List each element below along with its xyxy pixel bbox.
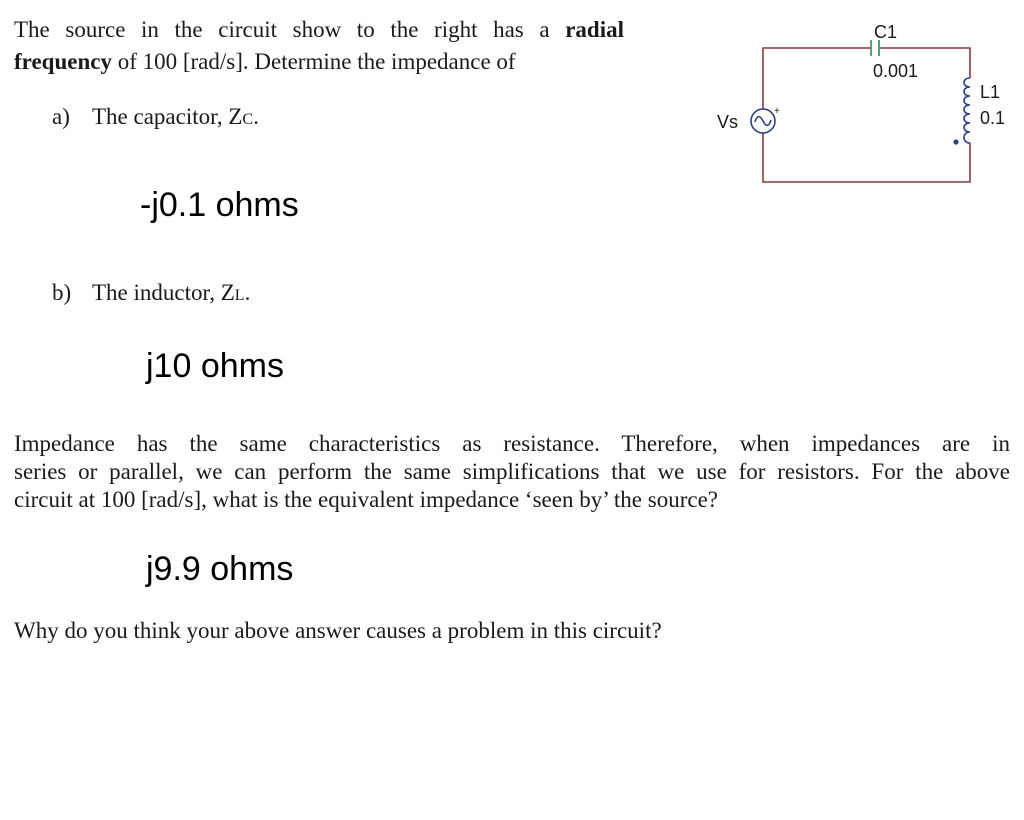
source-label: Vs (717, 112, 739, 132)
inductor-value: 0.1 (980, 108, 1006, 128)
paragraph-line-2: series or parallel, we can perform the same simplifications that we use for resistors. For the above (14, 459, 1010, 484)
svg-text:+: + (774, 106, 780, 117)
intro-line-2: frequency of 100 [rad/s]. Determine the impedance of (14, 49, 516, 74)
capacitor-name: C1 (874, 22, 898, 42)
answer-b: j10 ohms (146, 347, 284, 385)
question-a-text: The capacitor, Z (92, 104, 243, 129)
paragraph-line-1: Impedance has the same characteristics as resistance. Therefore, when impedances are in (14, 431, 1010, 456)
wire-bottom (763, 133, 970, 182)
question-a: a) The capacitor, ZC. (52, 104, 259, 129)
answer-c: j9.9 ohms (146, 550, 294, 588)
paragraph-line-3: circuit at 100 [rad/s], what is the equivalent impedance ‘seen by’ the source? (14, 487, 718, 512)
question-a-subscript: C (242, 111, 254, 128)
question-a-label: a) (52, 104, 70, 129)
intro-bold-radial: radial (565, 17, 624, 42)
intro-line-1: The source in the circuit show to the right has a radial (14, 17, 624, 42)
capacitor-icon (871, 40, 879, 56)
question-d: Why do you think your above answer causes a problem in this circuit? (14, 618, 662, 643)
question-b-subscript: L (234, 287, 245, 304)
question-b: b) The inductor, ZL. (52, 280, 251, 305)
circuit-diagram (700, 0, 1024, 200)
intro-bold-frequency: frequency (14, 49, 112, 74)
impedance-paragraph (14, 430, 1010, 514)
answer-a: -j0.1 ohms (140, 186, 299, 224)
wire-top-left (763, 48, 871, 109)
voltage-source-icon (751, 106, 780, 133)
circuit-wires (763, 48, 970, 182)
question-b-text: The inductor, Z (92, 280, 235, 305)
question-b-label: b) (52, 280, 72, 305)
capacitor-value: 0.001 (873, 61, 919, 81)
intro-paragraph (14, 14, 624, 78)
inductor-name: L1 (980, 82, 1001, 102)
inductor-icon (953, 78, 970, 145)
